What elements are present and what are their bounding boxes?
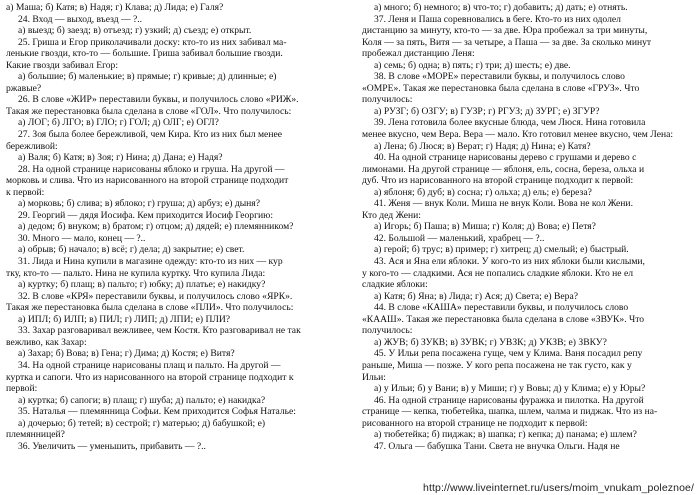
- text-line: 27. Зоя была более бережливой, чем Кира. Кто из них был менее: [18, 129, 282, 141]
- text-line: а) ЖУВ; б) ЗУКВ; в) ЗУВК; г) УВЗК; д) УКЗВ; е) ЗВКУ?: [374, 336, 607, 348]
- page-gutter: [346, 0, 347, 495]
- text-line: 26. В слове «ЖИР» переставили буквы, и получилось слово «РИЖ».: [18, 94, 299, 106]
- text-line: сладкие яблоки:: [362, 279, 428, 291]
- text-line: а) Игорь; б) Паша; в) Миша; г) Коля; д) Вова; е) Петя?: [374, 221, 596, 233]
- text-line: вежливо, как Захар:: [6, 336, 87, 348]
- text-line: а) много; б) немного; в) что-то; г) добавить; д) дать; е) отнять.: [374, 2, 628, 13]
- text-line: 39. Лена готовила более вкусные блюда, чем Люся. Нина готовила: [374, 117, 646, 129]
- text-line: Кто дед Жени:: [362, 209, 421, 221]
- text-line: а) большие; б) маленькие; в) прямые; г) кривые; д) длинные; е): [18, 71, 277, 83]
- text-line: 37. Леня и Паша соревновались в беге. Кто-то из них одолел: [374, 13, 621, 25]
- text-line: менее вкусно, чем Вера. Вера — мало. Кто готовил менее вкусно, чем Лена:: [362, 129, 674, 141]
- text-line: 41. Женя — внук Коли. Миша не внук Коли. Вова не кол Жени.: [374, 198, 633, 210]
- text-line: а) Катя; б) Яна; в) Лида; г) Ася; д) Света; е) Вера?: [374, 290, 578, 302]
- text-line: а) куртку; б) плащ; в) пальто; г) юбку; д) платье; е) накидку?: [18, 279, 266, 291]
- text-line: странице — кепка, тюбетейка, шапка, шлем, чалма и пиджак. Что из на-: [362, 406, 658, 418]
- text-line: а) дедом; б) внуком; в) братом; г) отцом; д) дядей; е) племянником?: [18, 221, 294, 233]
- text-line: Такая же перестановка была сделана в слове «ГОЛ». Что получилось:: [6, 105, 292, 117]
- text-line: 24. Вход — выход, въезд — ?..: [18, 13, 143, 25]
- text-line: получилось:: [362, 94, 413, 106]
- text-line: а) обрыв; б) начало; в) всё; г) дела; д) закрытие; е) свет.: [18, 244, 245, 256]
- text-line: дуб. Что из нарисованного на второй странице подходит к первой:: [362, 175, 634, 187]
- text-line: а) ИПЛ; б) ИЛП; в) ПИЛ; г) ЛИП; д) ЛПИ; е) ПЛИ?: [18, 313, 231, 325]
- text-line: 28. На одной странице нарисованы яблоко и груша. На другой —: [18, 163, 285, 175]
- text-line: а) дочерью; б) тетей; в) сестрой; г) матерью; д) бабушкой; е): [18, 417, 266, 429]
- text-line: а) у Ильи; б) у Вани; в) у Миши; г) у Вовы; д) у Клима; е) у Юры?: [374, 383, 646, 395]
- text-line: а) Валя; б) Катя; в) Зоя; г) Нина; д) Дана; е) Надя?: [18, 152, 223, 164]
- text-line: тку, кто-то — пальто. Нина не купила куртку. Что купила Лида:: [6, 267, 266, 279]
- text-line: Какие гвозди забивал Егор:: [6, 59, 119, 71]
- text-line: а) Захар; б) Вова; в) Гена; г) Дима; д) Костя; е) Витя?: [18, 348, 235, 360]
- text-line: а) яблоня; б) дуб; в) сосна; г) ольха; д) ель; е) береза?: [374, 186, 592, 198]
- text-line: 42. Большой — маленький, храбрец — ?..: [374, 232, 545, 244]
- right-page: [362, 2, 692, 479]
- text-line: Ильи:: [362, 371, 386, 383]
- text-line: пробежал дистанцию Леня:: [362, 48, 475, 60]
- text-line: 44. В слове «КАША» переставили буквы, и получилось слово: [374, 302, 629, 314]
- text-line: ленькие гвозди, кто-то — большие. Гриша забивал большие гвозди.: [6, 48, 283, 60]
- text-line: а) ЛОГ; б) ЛГО; в) ГЛО; г) ГОЛ; д) ОЛГ; е) ОГЛ?: [18, 117, 219, 129]
- left-page: [6, 2, 336, 479]
- text-line: Коля — за пять, Витя — за четыре, а Паша — за две. За сколько минут: [362, 36, 652, 48]
- text-line: 35. Наталья — племянница Софьи. Кем приходится Софья Наталье:: [18, 406, 296, 418]
- text-line: 30. Много — мало, конец — ?..: [18, 232, 146, 244]
- text-line: 43. Ася и Яна ели яблоки. У кого-то из них яблоки были кислыми,: [374, 256, 645, 268]
- text-line: «КААШ». Такая же перестановка была сделана в слове «ЗВУК». Что: [362, 313, 645, 325]
- text-line: 40. На одной странице нарисованы дерево с грушами и дерево с: [374, 152, 637, 164]
- text-line: 47. Ольга — бабушка Тани. Света не внучка Ольги. Надя не: [374, 440, 620, 452]
- text-line: куртка и сапоги. Что из нарисованного на второй странице подходит к: [6, 371, 294, 383]
- text-line: 46. На одной странице нарисованы фуражка и пилотка. На другой: [374, 394, 644, 406]
- text-line: а) герой; б) трус; в) пример; г) хитрец; д) смелый; е) быстрый.: [374, 244, 629, 256]
- text-line: а) РУЗГ; б) ОЗГУ; в) ГУЗР; г) РГУЗ; д) ЗУРГ; е) ЗГУР?: [374, 105, 600, 117]
- text-line: а) Лена; б) Люся; в) Верат; г) Надя; д) Нина; е) Катя?: [374, 140, 591, 152]
- text-line: дистанцию за минуту, кто-то — за две. Юра пробежал за три минуты,: [362, 25, 648, 37]
- text-line: 33. Захар разговаривал вежливее, чем Костя. Кто разговаривал не так: [18, 325, 301, 337]
- text-line: а) морковь; б) слива; в) яблоко; г) груша; д) арбуз; е) дыня?: [18, 198, 260, 210]
- text-line: у кого-то — сладкими. Ася не попались сладкие яблоки. Кто не ел: [362, 267, 633, 279]
- text-line: 34. На одной странице нарисованы плащ и пальто. На другой —: [18, 359, 281, 371]
- text-line: получилось:: [362, 325, 413, 337]
- text-line: первой:: [6, 383, 38, 395]
- source-url[interactable]: http://www.liveinternet.ru/users/moim_vnukam_poleznoe/: [423, 482, 694, 494]
- text-line: раньше, Миша — позже. У кого репа посажена не так густо, как у: [362, 359, 632, 371]
- text-line: а) тюбетейка; б) пиджак; в) шапка; г) кепка; д) панама; е) шлем?: [374, 429, 637, 441]
- text-line: лимонами. На другой странице — яблоня, ель, сосна, береза, ольха и: [362, 163, 645, 175]
- text-line: рисованного на второй странице не подходит к первой:: [362, 417, 588, 429]
- text-line: к первой:: [6, 186, 45, 198]
- text-line: а) семь; б) одна; в) пять; г) три; д) шесть; е) две.: [374, 59, 571, 71]
- text-line: ржавые?: [6, 82, 42, 94]
- text-line: а) выезд; б) заезд; в) отъезд; г) узкий; д) съезд; е) открыт.: [18, 25, 252, 37]
- text-line: Такая же перестановка была сделана в слове «ПЛИ». Что получилось:: [6, 302, 294, 314]
- text-line: бережливой:: [6, 140, 58, 152]
- text-line: 45. У Ильи репа посажена гуще, чем у Клима. Ваня посадил репу: [374, 348, 643, 360]
- text-line: а) куртка; б) сапоги; в) плащ; г) шуба; д) пальто; е) накидка?: [18, 394, 266, 406]
- text-line: морковь и слива. Что из нарисованного на второй странице подходит: [6, 175, 289, 187]
- text-line: племянницей?: [6, 429, 65, 441]
- text-line: 38. В слове «МОРЕ» переставили буквы, и получилось слово: [374, 71, 625, 83]
- text-line: «ОМРЕ». Такая же перестановка была сделана в слове «ГРУЗ». Что: [362, 82, 640, 94]
- text-line: 36. Увеличить — уменьшить, прибавить — ?..: [18, 440, 206, 452]
- text-line: 31. Лида и Нина купили в магазине одежду: кто-то из них — кур: [18, 256, 283, 268]
- text-line: а) Маша; б) Катя; в) Надя; г) Клава; д) Лида; е) Галя?: [6, 2, 224, 13]
- text-line: 32. В слове «КРЯ» переставили буквы, и получилось слово «ЯРК».: [18, 290, 293, 302]
- text-line: 29. Георгий — дядя Иосифа. Кем приходится Иосиф Георгию:: [18, 209, 273, 221]
- text-line: 25. Гриша и Егор приколачивали доску: кто-то из них забивал ма-: [18, 36, 287, 48]
